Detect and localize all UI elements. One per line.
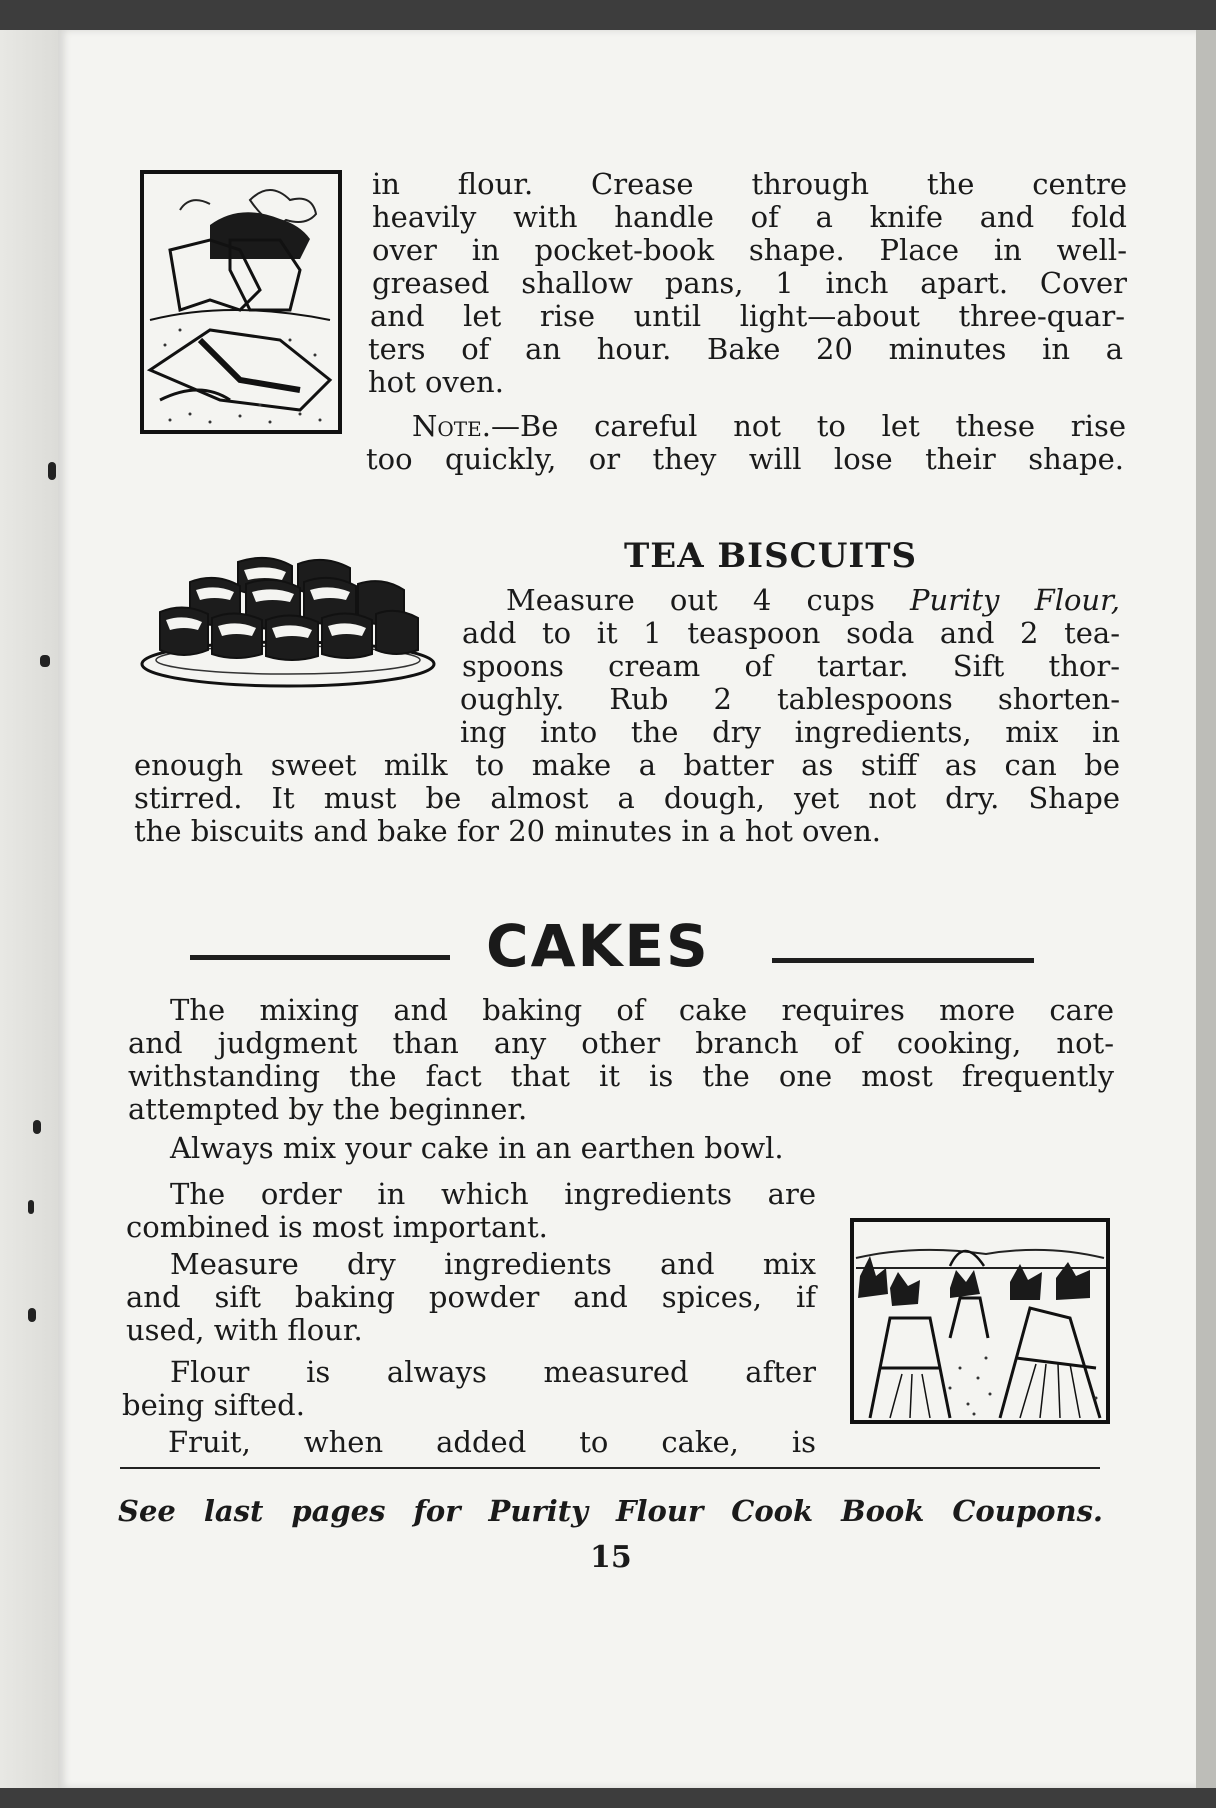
cakes-intro-line: The mixing and baking of cake requires more care — [170, 993, 1114, 1027]
note-line — [412, 410, 1126, 443]
tea-biscuits-line — [506, 584, 1120, 617]
cakes-side-line: Fruit, when added to cake, is — [168, 1425, 816, 1459]
footer-coupons-note: See last pages for Purity Flour Cook Book Coupons. — [118, 1494, 1103, 1528]
scan-top-border — [0, 0, 1216, 30]
top-paragraph-line: heavily with handle of a knife and fold — [372, 200, 1127, 234]
tea-biscuits-line: enough sweet milk to make a batter as stiff as can be — [134, 748, 1120, 782]
cakes-bowl-line: Always mix your cake in an earthen bowl. — [170, 1131, 784, 1165]
tea-biscuits-line: the biscuits and bake for 20 minutes in a hot oven. — [134, 814, 881, 848]
tea-biscuits-line: stirred. It must be almost a dough, yet not dry. Shape — [134, 781, 1120, 815]
page-binding-left — [0, 30, 58, 1788]
top-paragraph-line: and let rise until light—about three-quar- — [370, 299, 1125, 333]
tea-biscuits-line: add to it 1 teaspoon soda and 2 tea- — [462, 616, 1120, 650]
cakes-side-line: Measure dry ingredients and mix — [170, 1247, 816, 1281]
cakes-intro-line: and judgment than any other branch of cooking, not- — [128, 1026, 1114, 1060]
tea-biscuits-line: oughly. Rub 2 tablespoons shorten- — [460, 682, 1120, 716]
cakes-intro-line: attempted by the beginner. — [128, 1092, 528, 1126]
cakes-side-line: used, with flour. — [126, 1313, 363, 1347]
cakes-heading: CAKES — [486, 912, 710, 980]
note-label: Note. — [412, 409, 491, 443]
top-paragraph-line: over in pocket-book shape. Place in well- — [372, 233, 1127, 267]
horses-ploughing-illustration — [140, 170, 342, 434]
cakes-side-line: and sift baking powder and spices, if — [126, 1280, 816, 1314]
page-edge-right — [1196, 30, 1216, 1788]
binding-mark — [28, 1200, 34, 1214]
top-paragraph-line: ters of an hour. Bake 20 minutes in a — [368, 332, 1123, 366]
footer-rule — [120, 1467, 1100, 1469]
top-paragraph-line: hot oven. — [368, 365, 504, 399]
biscuits-plate-illustration — [138, 552, 440, 700]
cakes-side-line: The order in which ingredients are — [170, 1177, 816, 1211]
wheat-sheaves-illustration — [850, 1218, 1110, 1424]
tea-biscuits-line: ing into the dry ingredients, mix in — [460, 715, 1120, 749]
binding-mark — [33, 1120, 41, 1134]
cakes-side-line: being sifted. — [122, 1388, 305, 1422]
cakes-rule-left — [190, 955, 450, 960]
tea-biscuits-text: Measure out 4 cups Purity Flour, — [506, 583, 1120, 617]
binding-mark — [48, 462, 56, 480]
top-paragraph-line: greased shallow pans, 1 inch apart. Cover — [372, 266, 1127, 300]
cakes-side-line: combined is most important. — [126, 1210, 548, 1244]
top-paragraph-line: in flour. Crease through the centre — [372, 167, 1127, 201]
note-line: too quickly, or they will lose their shape. — [366, 442, 1124, 476]
cakes-side-line: Flour is always measured after — [170, 1355, 816, 1389]
cakes-rule-right — [772, 958, 1034, 963]
scan-bottom-border — [0, 1788, 1216, 1808]
cakes-intro-line: withstanding the fact that it is the one most frequently — [128, 1059, 1114, 1093]
tea-biscuits-line: spoons cream of tartar. Sift thor- — [462, 649, 1120, 683]
note-text: —Be careful not to let these rise — [490, 409, 1126, 443]
binding-mark — [28, 1308, 36, 1322]
tea-biscuits-heading: TEA BISCUITS — [624, 536, 918, 576]
binding-mark — [40, 655, 50, 667]
page-number: 15 — [590, 1540, 632, 1575]
